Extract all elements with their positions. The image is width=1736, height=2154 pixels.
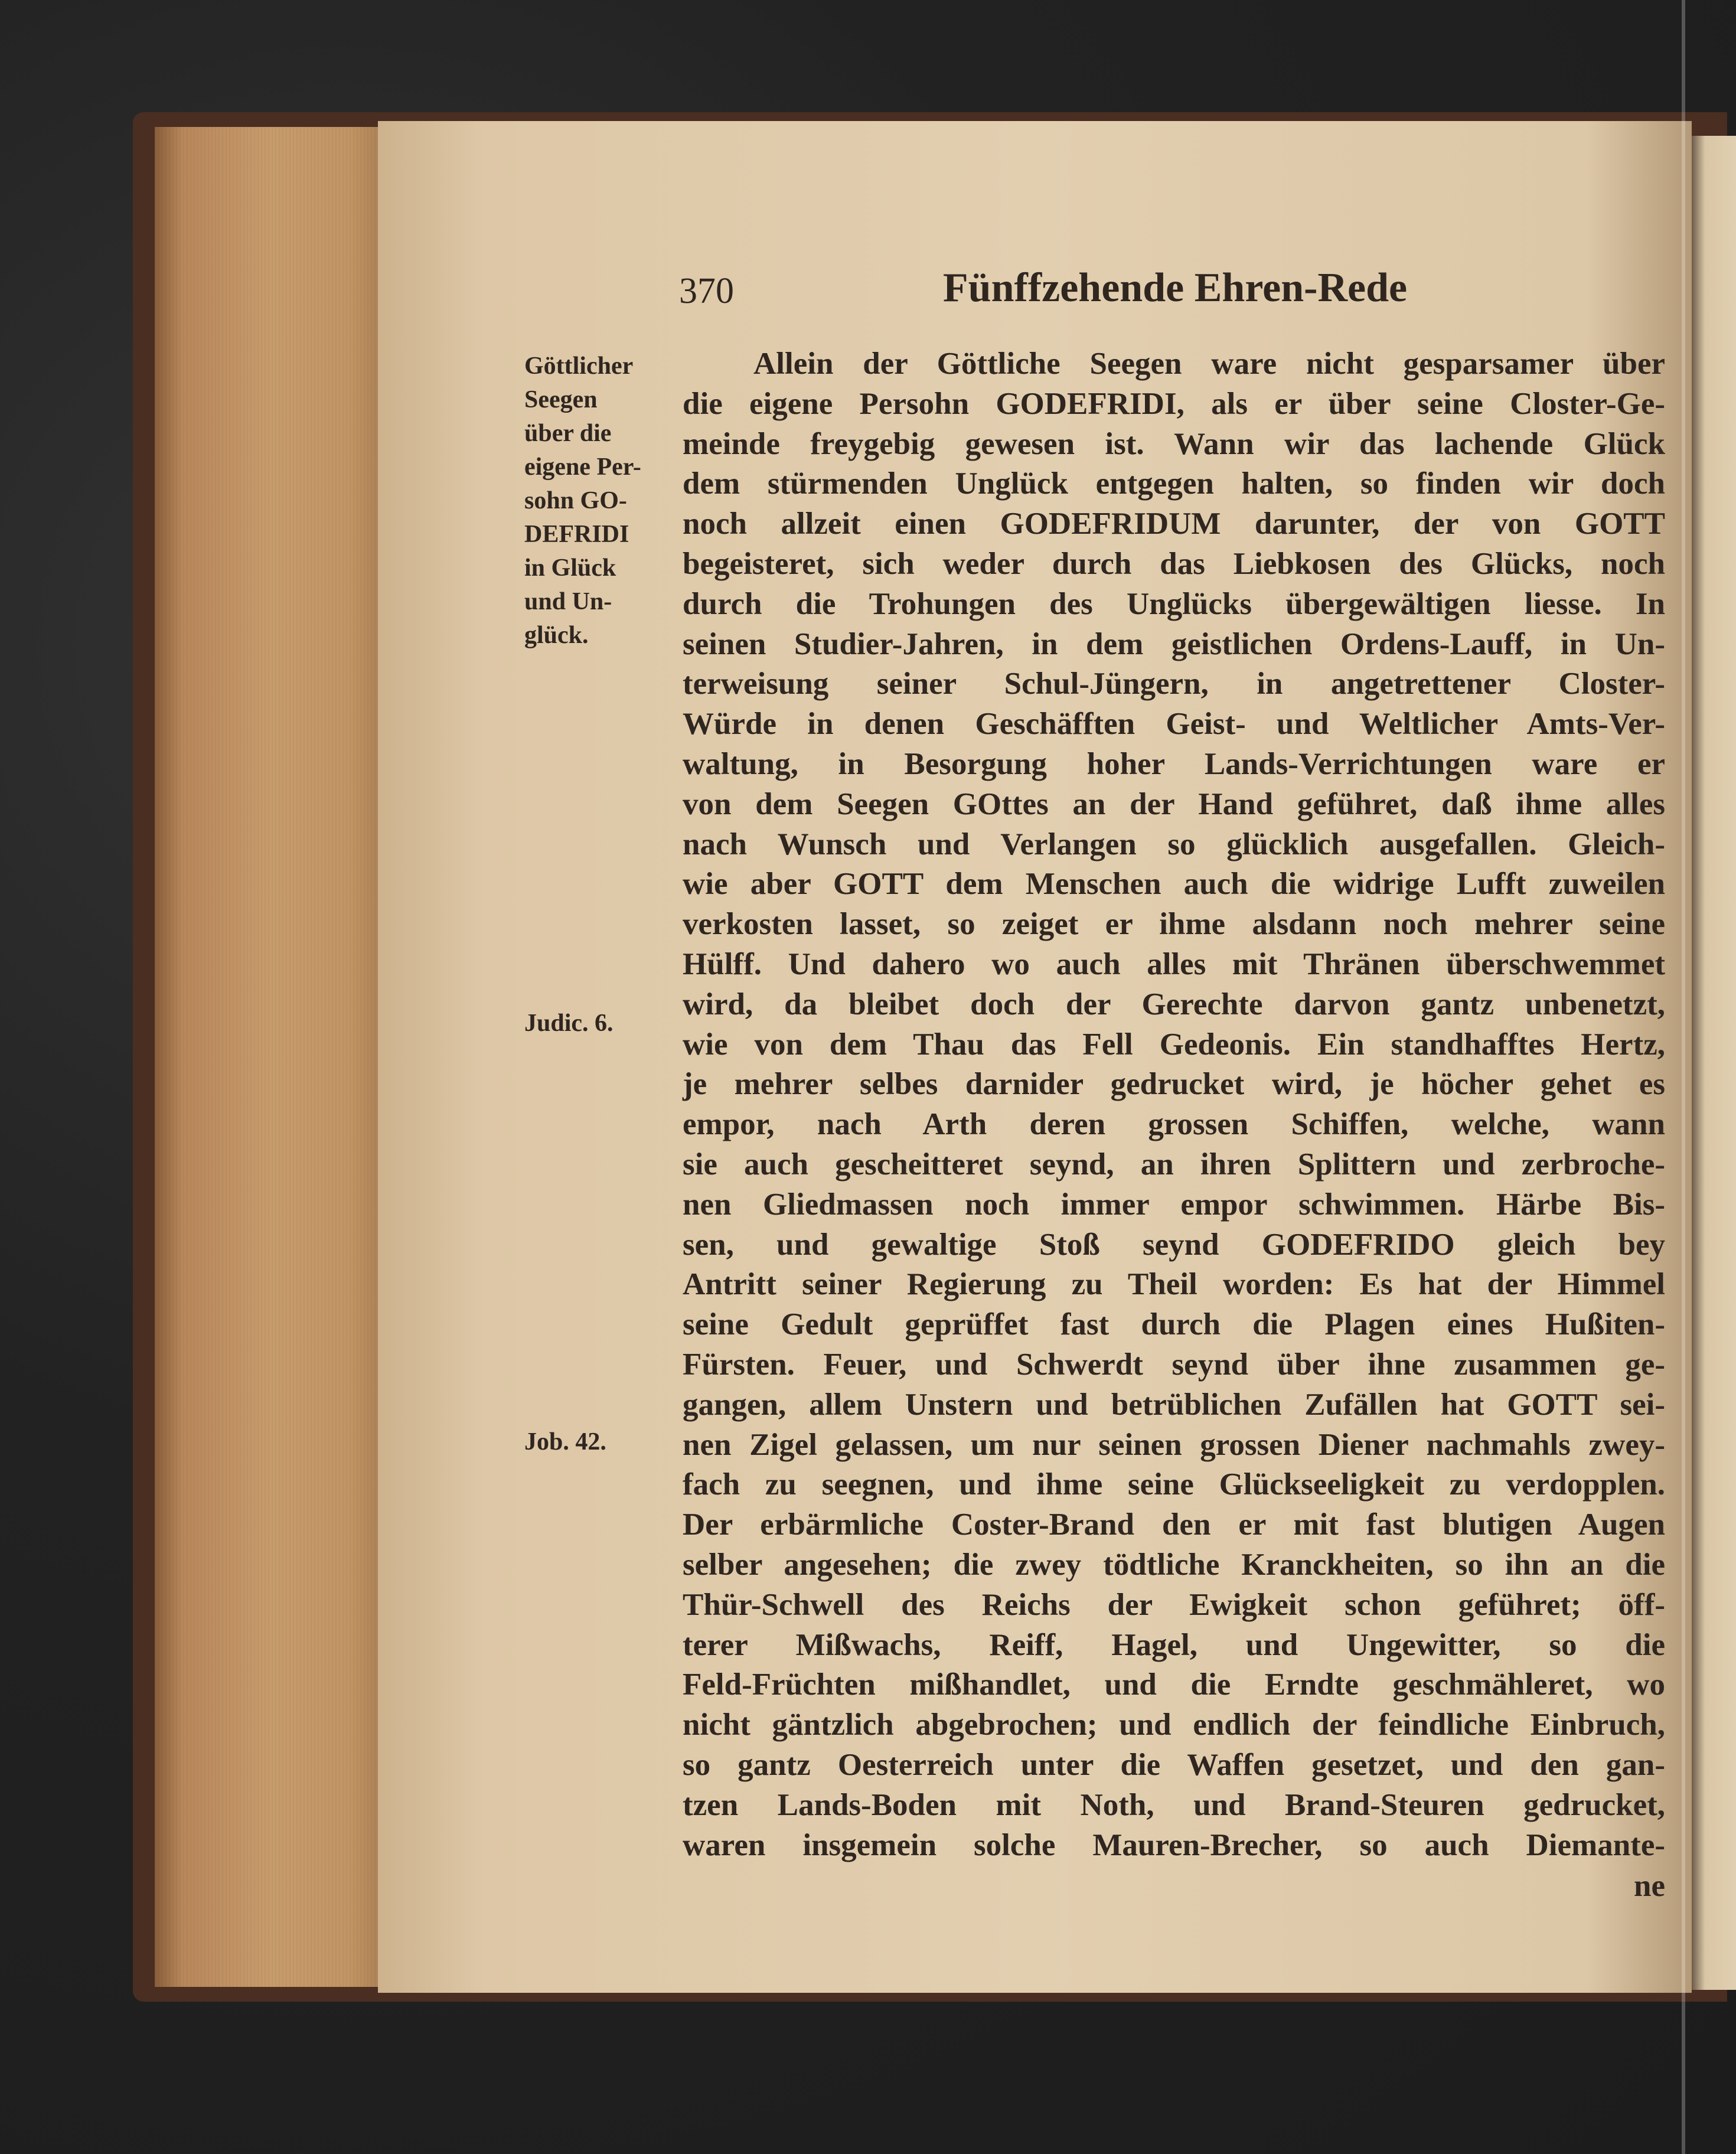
text-line: Thür-Schwell des Reichs der Ewigkeit schon geführet; öff- [683, 1587, 1665, 1622]
facing-page-edge [1692, 136, 1736, 1990]
text-line: verkosten lasset, so zeiget er ihme alsdann noch mehrer seine [683, 907, 1665, 942]
text-line: nen Gliedmassen noch immer empor schwimmen. Härbe Bis- [683, 1187, 1665, 1222]
margin-note-line: DEFRIDI [524, 521, 629, 548]
text-line: so gantz Oesterreich unter die Waffen gesetzet, und den gan- [683, 1748, 1665, 1782]
text-line: nicht gäntzlich abgebrochen; und endlich der feindliche Einbruch, [683, 1708, 1665, 1742]
text-line: wird, da bleibet doch der Gerechte darvon gantz unbenetzt, [683, 987, 1665, 1021]
page-number: 370 [679, 271, 734, 311]
text-line: nach Wunsch und Verlangen so glücklich ausgefallen. Gleich- [683, 827, 1665, 861]
margin-note-line: eigene Per- [524, 453, 641, 481]
text-line: dem stürmenden Unglück entgegen halten, so finden wir doch [683, 466, 1665, 501]
citation-judic: Judic. 6. [524, 1010, 614, 1037]
margin-note-line: Göttlicher [524, 353, 634, 380]
margin-note-line: Seegen [524, 386, 598, 413]
text-line: noch allzeit einen GODEFRIDUM darunter, der von GOTT [683, 507, 1665, 541]
margin-note-line: sohn GO- [524, 487, 627, 514]
text-line: je mehrer selbes darnider gedrucket wird, je höcher gehet es [683, 1067, 1665, 1102]
text-line: Der erbärmliche Coster-Brand den er mit fast blutigen Augen [683, 1507, 1665, 1542]
text-line: Hülff. Und dahero wo auch alles mit Thränen überschwemmet [683, 947, 1665, 981]
margin-note-line: in Glück [524, 554, 616, 582]
text-line: terweisung seiner Schul-Jüngern, in angetrettener Closter- [683, 667, 1665, 701]
text-line: sie auch gescheitteret seynd, an ihren Splittern und zerbroche- [683, 1147, 1665, 1182]
citation-job: Job. 42. [524, 1428, 606, 1455]
text-line: seinen Studier-Jahren, in dem geistlichen Ordens-Lauff, in Un- [683, 626, 1665, 661]
text-line: Würde in denen Geschäfften Geist- und Weltlicher Amts-Ver- [683, 707, 1665, 742]
catchword: ne [1634, 1869, 1665, 1903]
text-line: Feld-Früchten mißhandlet, und die Erndte geschmähleret, wo [683, 1667, 1665, 1702]
text-line: tzen Lands-Boden mit Noth, und Brand-Steuren gedrucket, [683, 1787, 1665, 1822]
text-line: Antritt seiner Regierung zu Theil worden: Es hat der Himmel [683, 1267, 1665, 1302]
text-line: fach zu seegnen, und ihme seine Glückseeligkeit zu verdopplen. [683, 1467, 1665, 1502]
text-line: wie aber GOTT dem Menschen auch die widrige Lufft zuweilen [683, 867, 1665, 902]
text-line: waren insgemein solche Mauren-Brecher, so auch Diemante- [683, 1827, 1665, 1862]
margin-note-line: und Un- [524, 588, 612, 615]
text-line: durch die Trohungen des Unglücks übergewältigen liesse. In [683, 586, 1665, 621]
text-line: seine Gedult geprüffet fast durch die Plagen eines Hußiten- [683, 1307, 1665, 1342]
running-title: Fünffzehende Ehren-Rede [942, 265, 1408, 311]
text-line: waltung, in Besorgung hoher Lands-Verrichtungen ware er [683, 747, 1665, 781]
text-line: begeisteret, sich weder durch das Liebkosen des Glücks, noch [683, 547, 1665, 581]
text-line: nen Zigel gelassen, um nur seinen grossen Diener nachmahls zwey- [683, 1427, 1665, 1462]
text-line: meinde freygebig gewesen ist. Wann wir das lachende Glück [683, 426, 1665, 461]
text-line: terer Mißwachs, Reiff, Hagel, und Ungewitter, so die [683, 1627, 1665, 1662]
glass-reflection [1682, 0, 1685, 2154]
text-line: gangen, allem Unstern und betrüblichen Zufällen hat GOTT sei- [683, 1387, 1665, 1422]
text-line: von dem Seegen GOttes an der Hand geführet, daß ihme alles [683, 786, 1665, 821]
text-line: Allein der Göttliche Seegen ware nicht gesparsamer über [753, 347, 1665, 381]
text-line: empor, nach Arth deren grossen Schiffen, welche, wann [683, 1107, 1665, 1142]
text-line: sen, und gewaltige Stoß seynd GODEFRIDO gleich bey [683, 1227, 1665, 1262]
text-line: die eigene Persohn GODEFRIDI, als er über seine Closter-Ge- [683, 386, 1665, 421]
margin-note-line: glück. [524, 622, 589, 649]
page-block-edge [155, 127, 385, 1987]
text-line: selber angesehen; die zwey tödtliche Kranckheiten, so ihn an die [683, 1548, 1665, 1582]
text-line: wie von dem Thau das Fell Gedeonis. Ein standhafftes Hertz, [683, 1027, 1665, 1062]
margin-note-line: über die [524, 420, 612, 447]
text-line: Fürsten. Feuer, und Schwerdt seynd über ihne zusammen ge- [683, 1347, 1665, 1382]
